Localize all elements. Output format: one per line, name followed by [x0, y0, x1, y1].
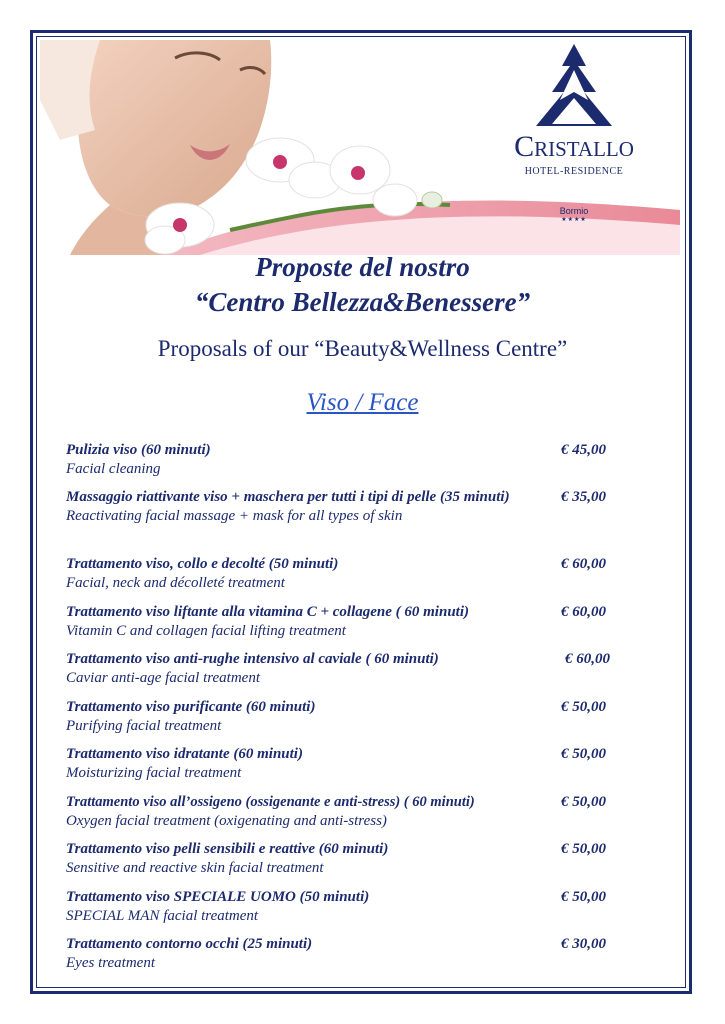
item-name: Trattamento viso anti-rughe intensivo al caviale ( 60 minuti) — [66, 651, 439, 667]
item-price: € 30,00 — [561, 936, 606, 952]
item-price: € 60,00 — [565, 651, 610, 667]
item-price: € 50,00 — [561, 841, 606, 857]
page-subtitle: Proposals of our “Beauty&Wellness Centre” — [157, 336, 568, 361]
item-name: Massaggio riattivante viso + maschera per tutti i tipi di pelle (35 minuti) — [66, 489, 510, 505]
crystal-emblem-icon — [500, 40, 648, 132]
list-item — [66, 793, 626, 831]
item-price: € 60,00 — [561, 556, 606, 572]
item-english: Moisturizing facial treatment — [66, 765, 242, 781]
list-item — [66, 603, 626, 641]
logo-town: Bormio — [559, 206, 589, 216]
section-title: Viso / Face — [306, 389, 419, 416]
item-english: SPECIAL MAN facial treatment — [66, 908, 259, 924]
list-item — [66, 888, 626, 926]
item-english: Oxygen facial treatment (oxigenating and anti-stress) — [66, 813, 387, 829]
item-name: Pulizia viso (60 minuti) — [66, 442, 211, 458]
item-price: € 50,00 — [561, 699, 606, 715]
list-item — [66, 698, 626, 736]
item-english: Reactivating facial massage + mask for all types of skin — [66, 508, 403, 524]
item-english: Vitamin C and collagen facial lifting treatment — [66, 623, 346, 639]
list-item — [66, 745, 626, 783]
item-price: € 45,00 — [561, 442, 606, 458]
item-english: Caviar anti-age facial treatment — [66, 670, 260, 686]
item-price: € 50,00 — [561, 746, 606, 762]
page-title-line2: “Centro Bellezza&Benessere” — [194, 287, 531, 317]
item-price: € 35,00 — [561, 489, 606, 505]
hotel-logo — [500, 40, 648, 223]
item-price: € 60,00 — [561, 604, 606, 620]
item-english: Sensitive and reactive skin facial treatment — [66, 860, 324, 876]
item-english: Facial cleaning — [66, 461, 161, 477]
logo-stars: ★★★★ — [561, 216, 587, 223]
item-name: Trattamento viso purificante (60 minuti) — [66, 699, 316, 715]
item-name: Trattamento viso all’ossigeno (ossigenante e anti-stress) ( 60 minuti) — [66, 794, 475, 810]
list-item — [66, 555, 626, 593]
logo-name: Cristallo — [514, 130, 634, 163]
item-english: Purifying facial treatment — [66, 718, 222, 734]
item-name: Trattamento viso, collo e decolté (50 minuti) — [66, 556, 339, 572]
item-name: Trattamento viso liftante alla vitamina C + collagene ( 60 minuti) — [66, 604, 469, 620]
list-item — [66, 488, 626, 526]
list-item — [66, 935, 626, 973]
item-name: Trattamento viso SPECIALE UOMO (50 minuti) — [66, 889, 370, 905]
item-price: € 50,00 — [561, 794, 606, 810]
item-price: € 50,00 — [561, 889, 606, 905]
list-item — [66, 650, 626, 688]
logo-subtitle: HOTEL-RESIDENCE — [524, 166, 624, 177]
page-title-line1: Proposte del nostro — [255, 252, 470, 282]
item-name: Trattamento viso idratante (60 minuti) — [66, 746, 303, 762]
item-english: Facial, neck and décolleté treatment — [66, 575, 285, 591]
item-name: Trattamento contorno occhi (25 minuti) — [66, 936, 313, 952]
list-item — [66, 840, 626, 878]
item-name: Trattamento viso pelli sensibili e reattive (60 minuti) — [66, 841, 389, 857]
item-english: Eyes treatment — [66, 955, 155, 971]
list-item — [66, 441, 626, 479]
